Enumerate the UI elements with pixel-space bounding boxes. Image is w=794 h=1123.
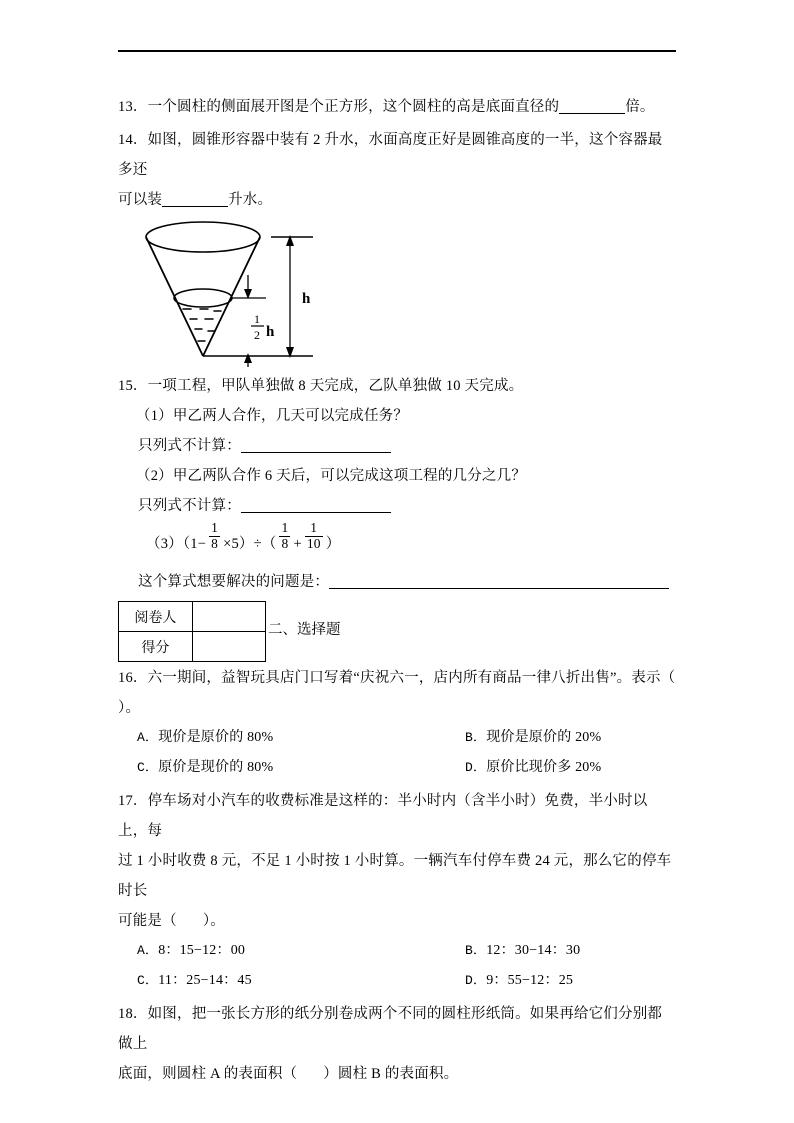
question-17-option-a-text: 8：15−12：00 (158, 943, 246, 958)
question-15 (118, 371, 676, 597)
question-15-part3-prompt (118, 567, 676, 597)
question-17-option-b[interactable] (465, 936, 580, 966)
question-17-line3 (118, 906, 676, 936)
question-18-line1 (118, 999, 676, 1059)
fraction-one-tenth-denominator: 10 (306, 535, 321, 551)
label-half-h-numerator: 1 (254, 312, 260, 326)
expression-open: （1− (182, 536, 207, 552)
fraction-one-eighth (209, 521, 220, 551)
question-17-text: 停车场对小汽车的收费标准是这样的：半小时内（含半小时）免费，半小时以上，每 (118, 793, 648, 839)
question-13-text-after: 倍。 (625, 99, 655, 115)
question-16-option-a-text: 现价是原价的 80% (158, 730, 274, 745)
question-16-option-c[interactable] (137, 753, 273, 783)
fraction-one-eighth-numerator: 1 (211, 520, 219, 536)
grader-value-cell[interactable] (192, 602, 265, 632)
question-15-part1-answer-label: 只列式不计算： (138, 438, 241, 454)
question-16-option-b-text: 现价是原价的 20% (486, 730, 602, 745)
question-18-line2 (118, 1059, 676, 1089)
label-half-h-denominator: 2 (254, 328, 260, 342)
question-17-option-d-label: D． (465, 973, 487, 988)
question-14-line1 (118, 125, 676, 185)
question-17-option-c-text: 11：25−14：45 (158, 973, 252, 988)
question-17-option-b-text: 12：30−14：30 (486, 943, 581, 958)
question-16-number: 16． (118, 670, 148, 686)
question-15-part3-blank[interactable] (329, 588, 669, 589)
question-17-option-b-label: B． (465, 943, 487, 958)
question-15-part1-answer (118, 431, 676, 461)
question-16-options (118, 723, 676, 783)
question-16-line2: ）。 (118, 700, 141, 716)
question-18-line2-before: 底面，则圆柱 A 的表面积（ (118, 1066, 298, 1082)
grader-section (118, 601, 676, 663)
question-16-option-d[interactable] (465, 753, 601, 783)
section-title: 二、选择题 (268, 622, 341, 638)
grader-label-cell: 阅卷人 (119, 602, 193, 632)
question-17-number: 17． (118, 793, 148, 809)
question-18-text: 如图，把一张长方形的纸分别卷成两个不同的圆柱形纸筒。如果再给它们分别都做上 (118, 1006, 663, 1052)
fraction-one-eighth-2-denominator: 8 (281, 535, 289, 551)
question-16-line1 (118, 663, 676, 693)
question-16-option-a-label: A． (137, 730, 159, 745)
expression-close: ） (325, 536, 341, 552)
question-17-option-d-text: 9：55−12：25 (486, 973, 574, 988)
question-18-line2-after: ）圆柱 B 的表面积。 (323, 1066, 459, 1082)
inverted-cone-diagram (138, 219, 338, 367)
grader-table (118, 601, 266, 662)
question-16 (118, 663, 676, 783)
table-row (119, 632, 266, 662)
question-15-part3-label-text: 这个算式想要解决的问题是： (138, 574, 330, 590)
question-17-line3-after: ）。 (202, 913, 225, 929)
question-14-blank[interactable] (162, 206, 228, 207)
question-16-options-row-2 (118, 753, 676, 783)
table-row (119, 602, 266, 632)
question-17 (118, 786, 676, 996)
question-17-option-c-label: C． (137, 973, 159, 988)
score-label-cell: 得分 (119, 632, 193, 662)
question-14-text-before: 可以装 (118, 192, 163, 208)
question-15-part2: （2）甲乙两队合作 6 天后，可以完成这项工程的几分之几？ (136, 468, 527, 484)
fraction-one-tenth (305, 521, 323, 551)
question-17-option-c[interactable] (137, 966, 252, 996)
question-14-figure (118, 219, 676, 369)
question-17-line1 (118, 786, 676, 846)
fraction-one-tenth-numerator: 1 (310, 520, 318, 536)
question-15-part2-answer (118, 491, 676, 521)
question-16-option-d-label: D． (465, 760, 487, 775)
question-17-options (118, 936, 676, 996)
question-14-text: 如图，圆锥形容器中装有 2 升水，水面高度正好是圆锥高度的一半，这个容器最多还 (118, 132, 663, 178)
cone-top-ellipse (146, 222, 260, 252)
question-15-stem: 一项工程，甲队单独做 8 天完成，乙队单独做 10 天完成。 (147, 378, 524, 394)
fraction-one-eighth-2 (279, 521, 290, 551)
question-18-number: 18． (118, 1006, 148, 1022)
question-14-line2 (118, 185, 676, 215)
question-16-option-c-label: C． (137, 760, 159, 775)
bottom-arrow-head (244, 353, 252, 363)
question-15-part1-blank[interactable] (241, 452, 391, 453)
question-17-line3-before: 可能是（ (118, 913, 177, 929)
question-17-options-row-2 (118, 966, 676, 996)
water-surface-ellipse (174, 289, 232, 307)
question-15-stem-line (118, 371, 676, 401)
question-17-option-a-label: A． (137, 943, 159, 958)
question-14 (118, 125, 676, 215)
question-15-part2-answer-label: 只列式不计算： (138, 498, 241, 514)
question-15-number: 15． (118, 378, 148, 394)
question-17-option-a[interactable] (137, 936, 245, 966)
question-13-blank[interactable] (559, 113, 625, 114)
score-value-cell[interactable] (192, 632, 265, 662)
question-16-option-b[interactable] (465, 723, 601, 753)
page-content (118, 92, 676, 1092)
question-17-option-d[interactable] (465, 966, 573, 996)
expression-mid: ×5）÷（ (223, 536, 277, 552)
question-15-part3-label: （3） (146, 536, 183, 552)
fraction-one-eighth-denominator: 8 (211, 535, 219, 551)
question-14-number: 14． (118, 132, 148, 148)
question-15-part1: （1）甲乙两人合作，几天可以完成任务？ (136, 408, 409, 424)
question-15-part2-blank[interactable] (241, 512, 391, 513)
question-17-options-row-1 (118, 936, 676, 966)
expression-plus: + (293, 536, 302, 552)
question-16-options-row-1 (118, 723, 676, 753)
question-17-line2: 过 1 小时收费 8 元，不足 1 小时按 1 小时算。一辆汽车付停车费 24 元，那么它的停车时长 (118, 853, 672, 899)
question-13-number: 13． (118, 99, 148, 115)
label-h: h (302, 291, 311, 307)
question-16-text: 六一期间，益智玩具店门口写着“庆祝六一，店内所有商品一律八折出售”。表示（ (147, 670, 676, 686)
question-13 (118, 92, 676, 122)
question-16-option-b-label: B． (465, 730, 487, 745)
question-18 (118, 999, 676, 1089)
question-16-option-c-text: 原价是现价的 80% (158, 760, 274, 775)
label-half-h-suffix: h (266, 324, 275, 340)
fraction-one-eighth-2-numerator: 1 (281, 520, 289, 536)
question-16-option-d-text: 原价比现价多 20% (486, 760, 602, 775)
question-13-text-before: 一个圆柱的侧面展开图是个正方形，这个圆柱的高是底面直径的 (147, 99, 560, 115)
header-divider (118, 50, 676, 52)
question-15-part3-expression (118, 521, 676, 567)
question-16-option-a[interactable] (137, 723, 273, 753)
question-14-text-after: 升水。 (228, 192, 273, 208)
